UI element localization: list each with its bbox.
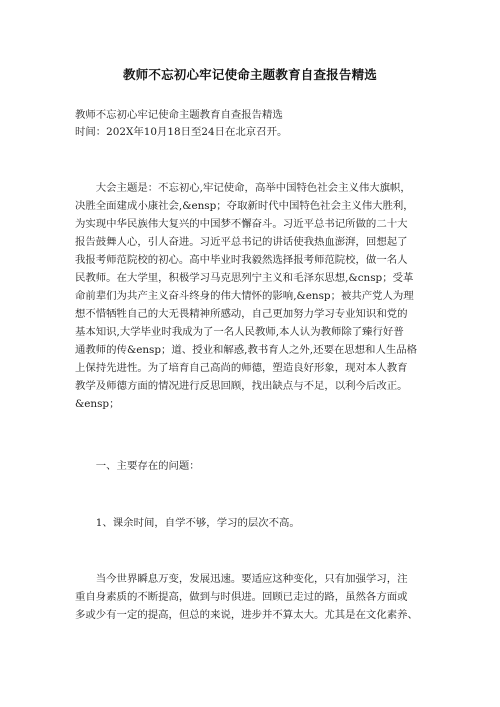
meta-line: 教师不忘初心牢记使命主题教育自查报告精选 [75, 109, 283, 121]
document-meta [75, 107, 435, 141]
paragraph-line: 民教师。在大学里，积极学习马克思列宁主义和毛泽东思想,&cnsp；受革 [75, 272, 414, 284]
paragraph-line: 基本知识,大学毕业时我成为了一名人民教师,本人认为教师除了臻行好普 [75, 326, 404, 338]
section-heading: 一、主要存在的问题： [75, 460, 200, 472]
paragraph-line: 多或少有一定的提高，但总的来说，进步并不算太大。尤其是在文化素养、 [75, 609, 418, 621]
body-paragraph [75, 570, 435, 624]
paragraph-line: 报告鼓舞人心，引人奋进。习近平总书记的讲话使我热血澎湃，回想起了 [75, 236, 408, 248]
paragraph-line: 上保持先进性。为了培育自己高尚的师德，塑造良好形象，现对本人教育 [75, 362, 408, 374]
paragraph-line: 为实现中华民族伟大复兴的中国梦不懈奋斗。习近平总书记所做的二十大 [75, 218, 408, 230]
paragraph-line: 想不惜牺牲自己的大无畏精神所感动，自己更加努力学习专业知识和党的 [75, 308, 408, 320]
document-title: 教师不忘初心牢记使命主题教育自查报告精选 [122, 67, 377, 82]
paragraph-line: 重自身素质的不断提高，做到与时俱进。回顾已走过的路，虽然各方面或 [75, 591, 408, 603]
paragraph-line: 大会主题是：不忘初心,牢记使命，高举中国特色社会主义伟大旗帜， [75, 182, 411, 194]
paragraph-line: &ensp； [75, 398, 120, 410]
paragraph-line: 通教师的传&ensp；道、授业和解惑,教书育人之外,还要在思想和人生品格 [75, 344, 418, 356]
meta-line: 时间：202X年10月18日至24日在北京召开。 [75, 126, 288, 138]
paragraph-line: 命前辈们为共产主义奋斗终身的伟大情怀的影响,&ensp；被共产党人为理 [75, 290, 414, 302]
paragraph-line: 决胜全面建成小康社会,&ensp；夺取新时代中国特色社会主义伟大胜利， [75, 200, 414, 212]
paragraph-line: 教学及师德方面的情况进行反思回顾，找出缺点与不足，以利今后改正。 [75, 380, 408, 392]
intro-paragraph [75, 179, 435, 413]
subsection-heading: 1、课余时间，自学不够，学习的层次不高。 [75, 517, 300, 529]
paragraph-line: 我报考师范院校的初心。高中毕业时我毅然选择报考师范院校，做一名人 [75, 254, 408, 266]
paragraph-line: 当今世界瞬息万变，发展迅速。要适应这种变化，只有加强学习，注 [75, 573, 408, 585]
